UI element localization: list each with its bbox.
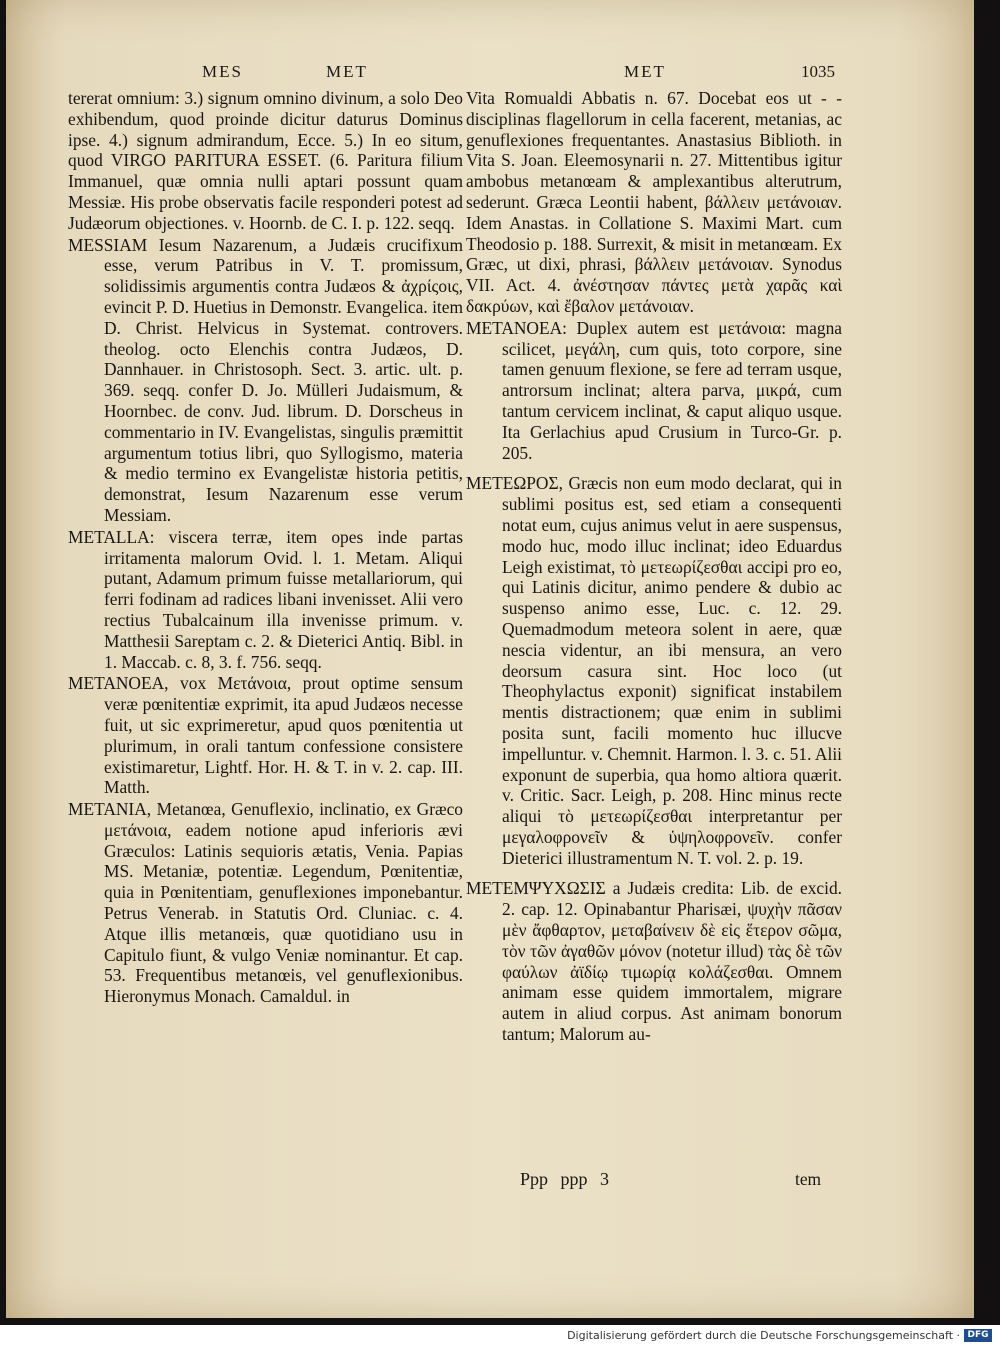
entry-messiam: MESSIAM Iesum Nazarenum, a Judæis crucifixum esse, verum Patribus in V. T. promissum, solidissimis argumentis contra Judæos & ἀχρίςοις, evincit P. D. Huetius in Demonstr. Evangelica. item D. Christ. Helvicus in Systemat. controvers. theolog. octo Elenchis contra Judæos, D. Dannhauer. in Christosoph. Sect. 3. artic. ult. p. 369. seqq. confer D. Jo. Mülleri Judaismum, & Hoornbec. de conv. Jud. librum. D. Dorscheus in commentario in IV. Evangelistas, singulis præmittit argumentum totius libri, quo Syllogismo, materia & medio termino ex Evangelistæ historia petitis, demonstrat, Iesum Nazarenum esse verum Messiam. [68,234,463,525]
entry-continuation-right: Vita Romualdi Abbatis n. 67. Docebat eos ut - - disciplinas flagellorum in cella facerent, metanias, ac genuflexiones frequentantes. Anastasius Biblioth. in Vita S. Joan. Eleemosynarii n. 27. Mittentibus igitur ambobus metanœam & amplexantibus alterutrum, sederunt. Græca Leontii habent, βάλλειν μετάνοιαν. Idem Anastas. in Collatione S. Maximi Mart. cum Theodosio p. 188. Surrexit, & misit in metanœam. Ex Græc, ut dixi, phrasi, βάλλειν μετάνοιαν. Synodus VII. Act. 4. ἀνέστησαν πάντες μετὰ χαρᾶς καὶ δακρύων, καὶ ἔβαλον μετάνοιαν. [466,88,842,316]
entry-metanoea-duplex: METANOEA: Duplex autem est μετάνοια: magna scilicet, μεγάλη, cum quis, toto corpore, sine tamen genuum flexione, se fere ad terram usque, antrorsum inclinat; altera parva, μικρά, cum tantum cervicem inclinat, & caput aliquo usque. Ita Gerlachius apud Crusium in Turco-Gr. p. 205. [466,317,842,463]
entry-metalla: METALLA: viscera terræ, item opes inde partas irritamenta malorum Ovid. l. 1. Metam. Aliqui putant, Adamum primum fuisse metallariorum, qui ferri fodinam ad radices libani invenisset. Alii vero rectius Tubalcainum illa invenisse primum. v. Matthesii Sareptam c. 2. & Dieterici Antiq. Bibl. in 1. Maccab. c. 8, 3. f. 756. seqq. [68,526,463,672]
entry-metempsychosis: ΜΕΤΕΜΨΥΧΩΣΙΣ a Judæis credita: Lib. de excid. 2. cap. 12. Opinabantur Pharisæi, ψυχὴν πᾶσαν μὲν ἄφθαρτον, μεταβαίνειν δὲ εἰς ἕτερον σῶμα, τὸν τῶν ἀγαθῶν μόνον (notetur illud) τὰς δὲ τῶν φαύλων ἀϊδίῳ τιμωρίᾳ κολάζεσθαι. Omnem animam esse quidem immortalem, migrare autem in aliud corpus. Ast animam bonorum tantum; Malorum au- [466,878,842,1045]
entry-metanoea: METANOEA, vox Μετάνοια, prout optime sensum veræ pœnitentiæ exprimit, ita apud Judæos necesse fuit, ut sic exprimeretur, apud quos pœnitentia ut plurimum, in orali tantum confessione consistere existimaretur, Lightf. Hor. H. & T. in v. 2. cap. III. Matth. [68,673,463,798]
digitization-footer [0,1325,1000,1347]
dfg-logo[interactable]: DFG [964,1329,992,1342]
signature-mark: Ppp ppp 3 [520,1169,610,1189]
running-head-met-right: MET [624,62,666,81]
left-column [68,88,463,1007]
right-column [466,88,842,1045]
running-head-met-left: MET [326,62,368,81]
book-page [6,0,974,1318]
running-head-mes: MES [202,62,243,81]
entry-metania: METANIA, Metanœa, Genuflexio, inclinatio, ex Græco μετάνοια, eadem notione apud inferioris ævi Græculos: Latinis sequioris ætatis, Venia. Papias MS. Metaniæ, potentiæ. Legendum, Pœnitentiæ, quia in Pœnitentiam, genuflexiones imponebantur. Petrus Venerab. in Statutis Ord. Cluniac. c. 4. Atque illis metanœis, quæ quotidiano usu in Capitulo fiunt, & vulgo Veniæ nominantur. Et cap. 53. Frequentibus metanœis, vel genuflexionibus. Hieronymus Monach. Camaldul. in [68,799,463,1007]
entry-continuation: tererat omnium: 3.) signum omnino divinum, a solo Deo exhibendum, quod proinde dicitur daturus Dominus ipse. 4.) signum admirandum, Ecce. 5.) In eo situm, quod VIRGO PARITURA ESSET. (6. Paritura filium Immanuel, quæ omnia nulli aptari possunt quam Messiæ. His probe observatis facile responderi potest ad Judæorum objectiones. v. Hoornb. de C. I. p. 122. seqq. [68,88,463,233]
entry-meteoros: ΜΕΤΕΩΡΟΣ, Græcis non eum modo declarat, qui in sublimi positus est, sed etiam a consequenti notat eum, cujus animus velut in aere suspensus, modo huc, modo illuc inclinat; ideo Eduardus Leigh existimat, τὸ μετεωρίζεσθαι accipi pro eo, qui Latinis dicitur, animo pendere & dubio ac suspenso animo esse, Luc. c. 12. 29. Quemadmodum meteora solent in aere, quæ nescia videntur, an ibi mensura, an vero deorsum casura sint. Hoc loco (ut Theophylactus exponit) significat instabilem mentis distractionem; quæ enim in sublimi posita sunt, facili momento huc illucve impelluntur. v. Chemnit. Harmon. l. 3. c. 51. Alii exponunt de superbia, qua homo altiora quærit. v. Critic. Sacr. Leigh, p. 208. Hinc minus recte aliqui τὸ μετεωρίζεσθαι interpretantur per μεγαλοφρονεῖν & ὑψηλοφρονεῖν. confer Dieterici illustramentum N. T. vol. 2. p. 19. [466,473,842,868]
catchword: tem [795,1169,822,1189]
funding-credit: Digitalisierung gefördert durch die Deutsche Forschungsgemeinschaft · [567,1329,960,1342]
page-number: 1035 [801,62,835,81]
